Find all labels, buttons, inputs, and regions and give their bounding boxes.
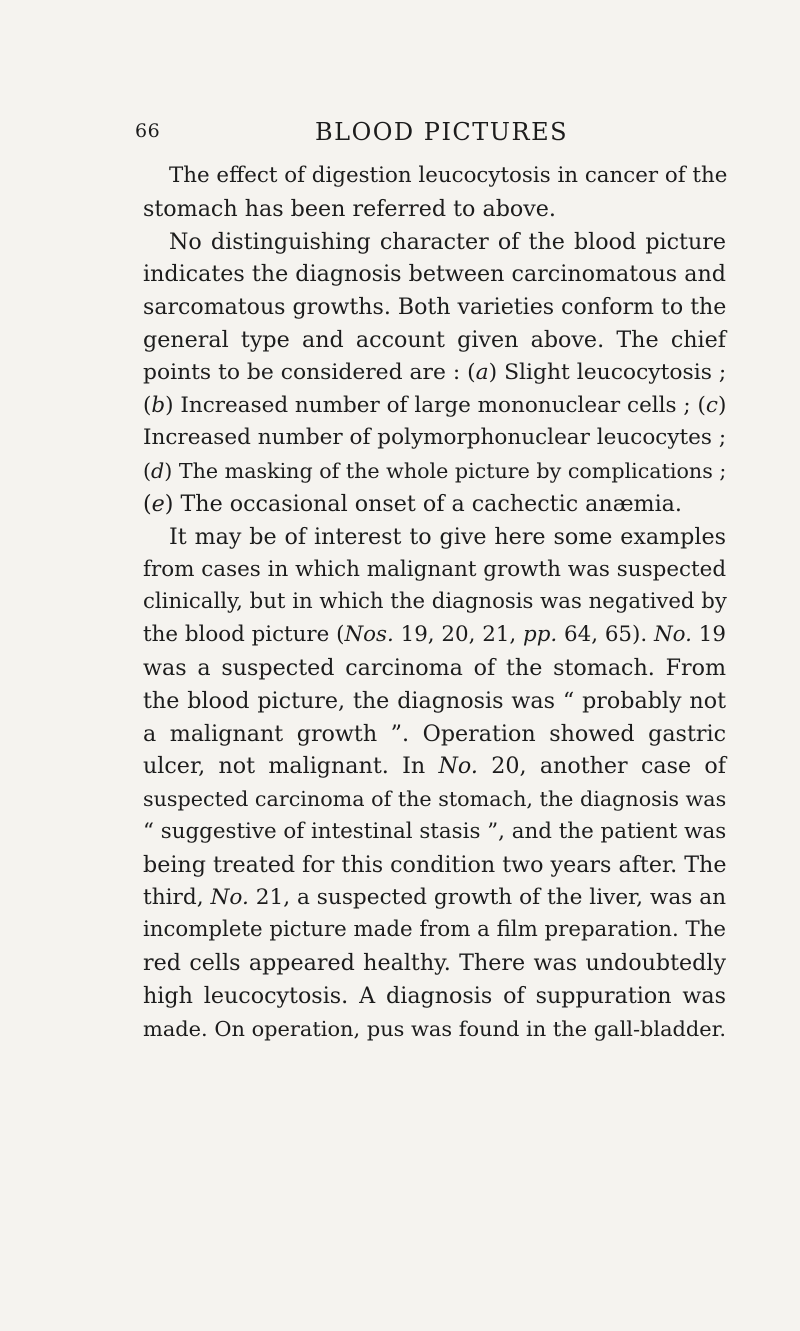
page-header [135, 118, 715, 150]
text-line: (e) The occasional onset of a cachectic anæmia. [143, 490, 682, 517]
text-line: It may be of interest to give here some examples [169, 523, 726, 550]
body-text [143, 160, 726, 1046]
text-line: ulcer, not malignant. In No. 20, another case of [143, 753, 726, 780]
text-line: (d) The masking of the whole picture by complications ; [143, 459, 727, 484]
text-line: general type and account given above. The chief [143, 326, 726, 353]
text-line: a malignant growth ”. Operation showed gastric [143, 720, 726, 747]
page-number: 66 [135, 120, 161, 142]
running-head: BLOOD PICTURES [315, 118, 569, 146]
text-line: incomplete picture made from a film preparation. The [143, 917, 727, 943]
text-line: from cases in which malignant growth was suspected [143, 556, 727, 582]
text-line: Increased number of polymorphonuclear leucocytes ; [143, 425, 727, 451]
text-line: suspected carcinoma of the stomach, the diagnosis was [143, 787, 727, 812]
text-line: stomach has been referred to above. [143, 195, 556, 222]
text-line: “ suggestive of intestinal stasis ”, and the patient was [143, 818, 727, 844]
text-line: indicates the diagnosis between carcinomatous and [143, 261, 726, 288]
text-line: the blood picture, the diagnosis was “ probably not [143, 687, 726, 714]
text-line: red cells appeared healthy. There was undoubtedly [143, 950, 726, 977]
text-line: the blood picture (Nos. 19, 20, 21, pp. 64, 65). No. 19 [143, 622, 726, 648]
text-line: being treated for this condition two years after. The [143, 851, 727, 878]
text-line: third, No. 21, a suspected growth of the liver, was an [143, 884, 727, 910]
text-line: made. On operation, pus was found in the gall-bladder. [143, 1016, 727, 1041]
text-line: points to be considered are : (a) Slight leucocytosis ; [143, 359, 727, 385]
text-line: The effect of digestion leucocytosis in cancer of the [169, 163, 728, 188]
text-line: clinically, but in which the diagnosis was negatived by [143, 589, 727, 615]
text-line: No distinguishing character of the blood picture [169, 228, 726, 255]
text-line: (b) Increased number of large mononuclear cells ; (c) [143, 392, 727, 418]
text-line: was a suspected carcinoma of the stomach. From [143, 654, 726, 681]
text-line: sarcomatous growths. Both varieties conform to the [143, 294, 727, 321]
text-line: high leucocytosis. A diagnosis of suppuration was [143, 982, 726, 1009]
